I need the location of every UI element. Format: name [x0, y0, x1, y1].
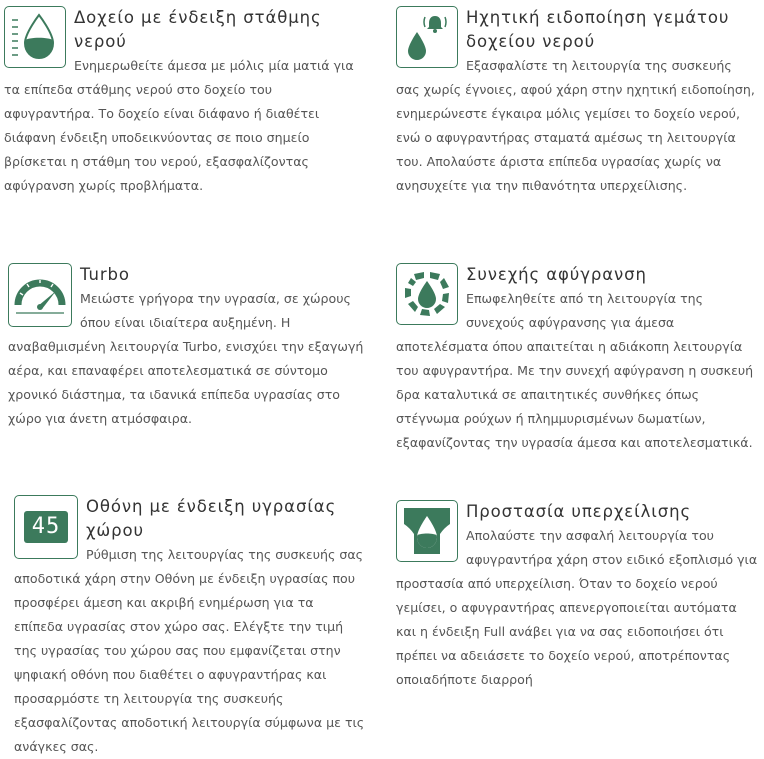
feature-title: Οθόνη με ένδειξη υγρασίας χώρου — [86, 497, 337, 540]
feature-audible-alert — [396, 6, 758, 198]
feature-title: Προστασία υπερχείλισης — [466, 502, 692, 521]
feature-description: Ενημερωθείτε άμεσα με μόλις μία ματιά για τα επίπεδα στάθμης νερού στο δοχείο του αφυγραντήρα. Το δοχείο είναι διάφανο ή διαθέτει διάφανη ένδειξη υποδεικνύοντας σε ποιο σημείο βρίσκεται η στάθμη του νερού, εξασφαλίζοντας αφύγρανση χωρίς προβλήματα. — [4, 58, 354, 193]
water-level-tank-icon — [4, 6, 66, 68]
humidity-display-icon — [14, 495, 78, 559]
continuous-drain-icon — [396, 263, 458, 325]
feature-water-level-tank — [4, 6, 364, 198]
feature-title: Συνεχής αφύγρανση — [466, 265, 647, 284]
feature-description: Μειώστε γρήγορα την υγρασία, σε χώρους όπου είναι ιδιαίτερα αυξημένη. Η αναβαθμισμένη λειτουργία Turbo, ενισχύει την εξαγωγή αέρα, και επαναφέρει αποτελεσματικά σε σύντομο χρονικό διάστημα, τα ιδανικά επίπεδα υγρασίας στο χώρο για άνετη ατμόσφαιρα. — [8, 291, 364, 426]
display-screen — [24, 511, 68, 543]
feature-title: Δοχείο με ένδειξη στάθμης νερού — [74, 8, 322, 51]
feature-title: Ηχητική ειδοποίηση γεμάτου δοχείου νερού — [466, 8, 730, 51]
feature-description: Εξασφαλίστε τη λειτουργία της συσκευής σας χωρίς έγνοιες, αφού χάρη στην ηχητική ειδοποίηση, ενημερώνεστε έγκαιρα μόλις γεμίσει το δοχείο νερού, ενώ ο αφυγραντήρας σταματά αμέσως τη λειτουργία του. Απολαύστε άριστα επίπεδα υγρασίας χωρίς να ανησυχείτε για την πιθανότητα υπερχείλισης. — [396, 58, 755, 193]
feature-continuous-drain — [396, 263, 758, 455]
feature-humidity-display — [14, 495, 366, 759]
overflow-protection-icon — [396, 500, 458, 562]
display-value: 45 — [31, 514, 61, 539]
speedometer-icon — [8, 263, 72, 327]
bell-water-drop-icon — [396, 6, 458, 68]
feature-description: Ρύθμιση της λειτουργίας της συσκευής σας αποδοτικά χάρη στην Οθόνη με ένδειξη υγρασίας που προσφέρει άμεση και ακριβή ενημέρωση για τα επίπεδα υγρασίας στον χώρο σας. Ελέγξτε την τιμή της υγρασίας του χώρου σας που εμφανίζεται στην ψηφιακή οθόνη που διαθέτει ο αφυγραντήρας και προσαρμόστε τη λειτουργία της συσκευής εξασφαλίζοντας αποδοτική λειτουργία σύμφωνα με τις ανάγκες σας. — [14, 547, 365, 754]
feature-turbo — [8, 263, 364, 431]
feature-description: Επωφεληθείτε από τη λειτουργία της συνεχούς αφύγρανσης για άμεσα αποτελέσματα όπου απαιτείται η αδιάκοπη λειτουργία του αφυγραντήρα. Με την συνεχή αφύγρανση η συσκευή δρα καταλυτικά σε απαιτητικές συνθήκες όπως στέγνωμα ρούχων ή πλημμυρισμένων δωματίων, εξαφανίζοντας την υγρασία άμεσα και αποτελεσματικά. — [396, 291, 754, 450]
feature-title: Turbo — [80, 265, 130, 284]
feature-overflow-protection — [396, 500, 758, 692]
feature-description: Απολαύστε την ασφαλή λειτουργία του αφυγραντήρα χάρη στον ειδικό εξοπλισμό για προστασία από υπερχείλιση. Όταν το δοχείο νερού γεμίσει, ο αφυγραντήρας απενεργοποιείται αυτόματα και η ένδειξη Full ανάβει για να σας ειδοποιήσει ότι πρέπει να αδειάσετε το δοχείο νερού, αποτρέποντας οποιαδήποτε διαρροή — [396, 528, 758, 687]
